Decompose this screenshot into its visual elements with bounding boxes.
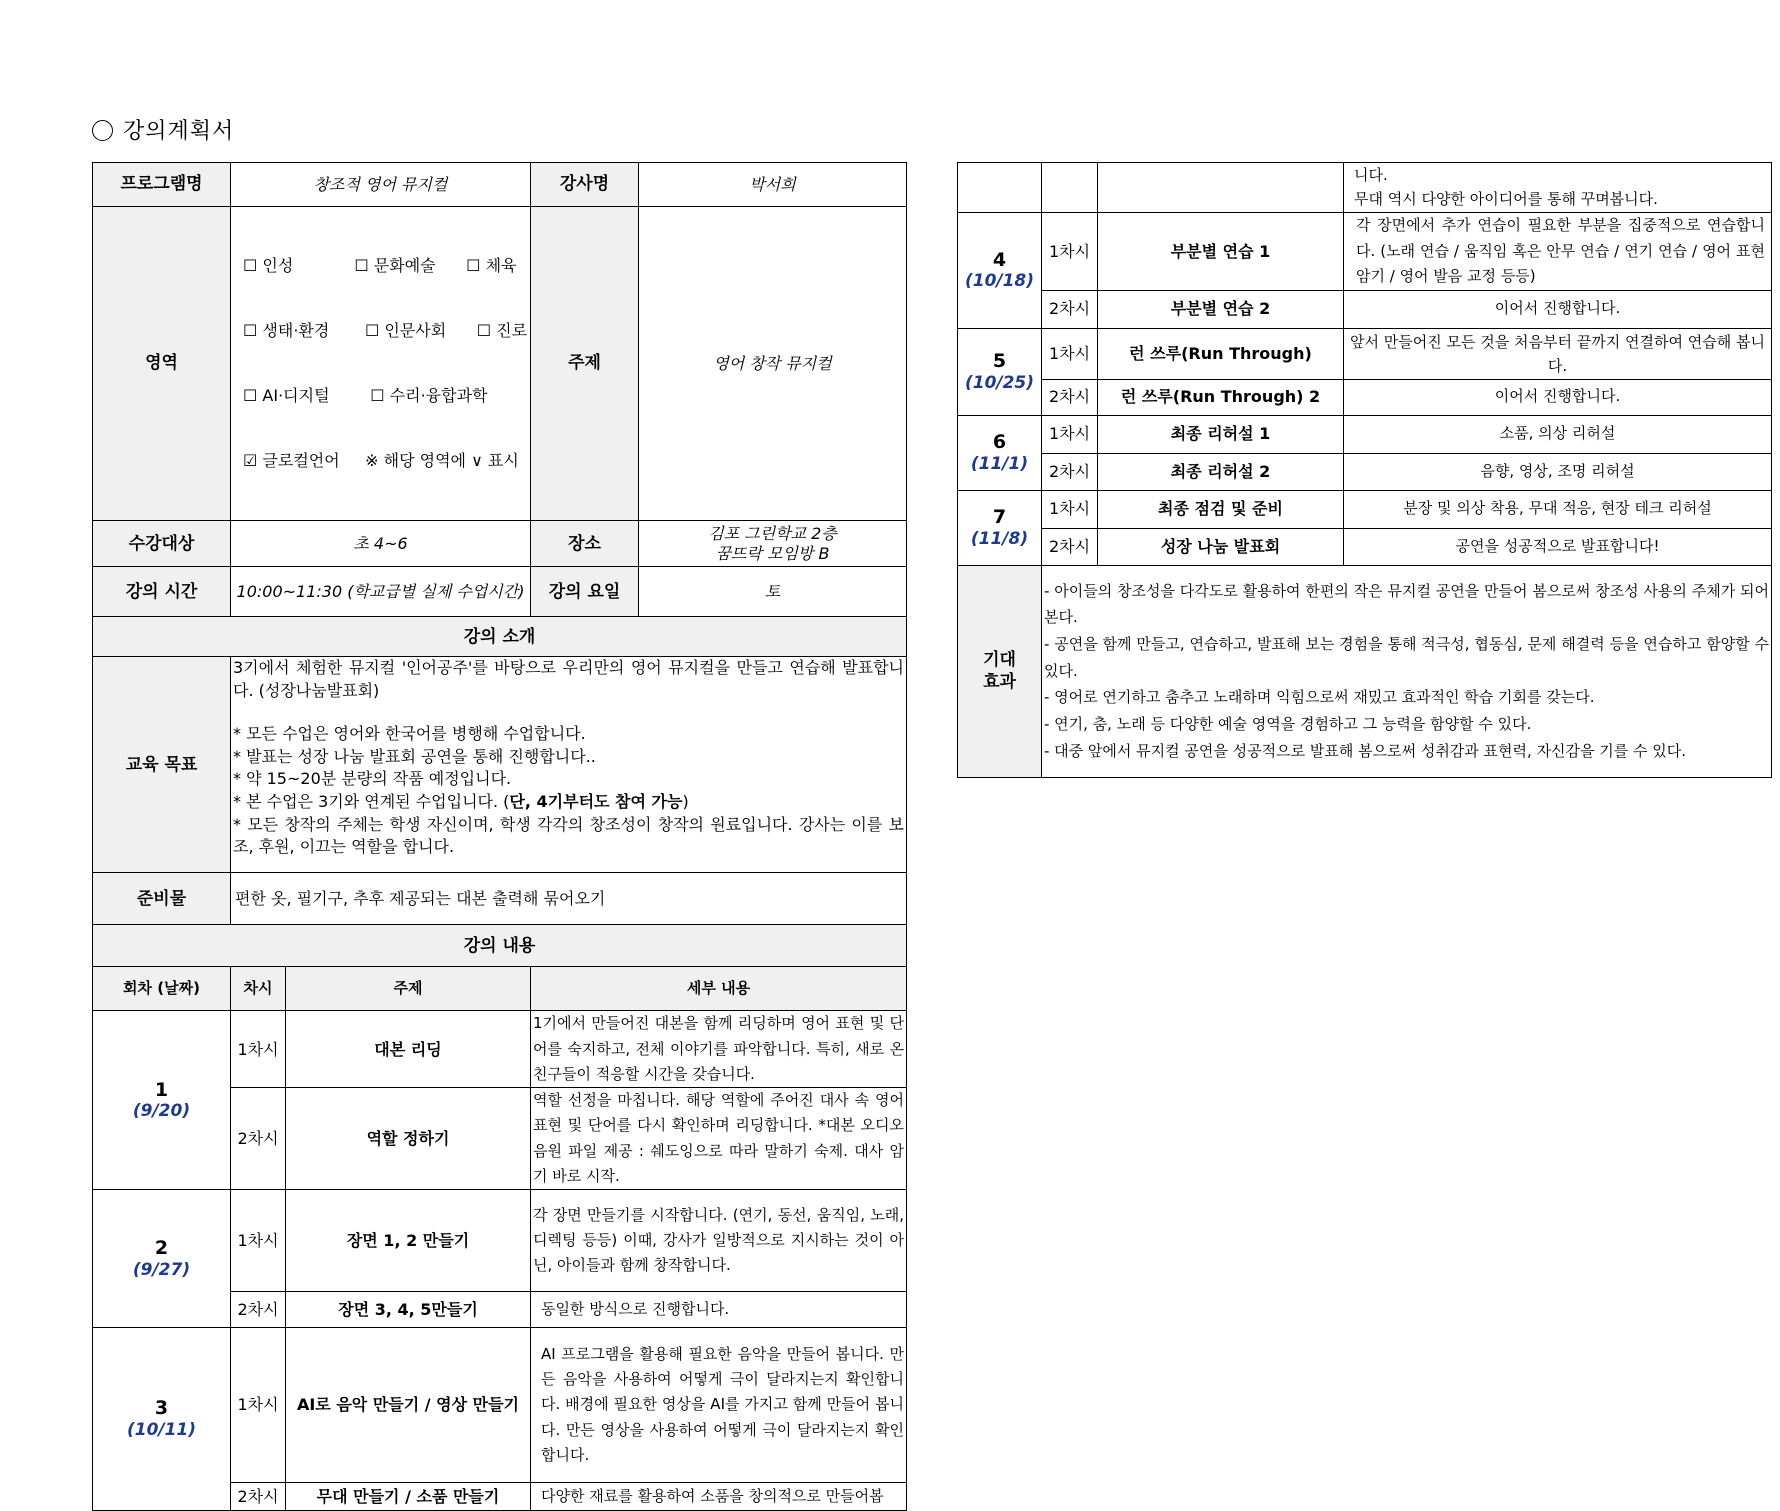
effect-item: - 연기, 춤, 노래 등 다양한 예술 영역을 경험하고 그 능력을 함양할 수 있다. xyxy=(1044,715,1532,734)
detail-cell: 소품, 의상 리허설 xyxy=(1344,415,1772,453)
topic-cell: AI로 음악 만들기 / 영상 만들기 xyxy=(286,1328,531,1483)
table-row xyxy=(958,415,1772,453)
detail-cell: 동일한 방식으로 진행합니다. xyxy=(531,1292,907,1328)
topic-cell: 장면 3, 4, 5만들기 xyxy=(286,1292,531,1328)
session-cell: 1차시 xyxy=(231,1011,286,1088)
instructor-value: 박서희 xyxy=(639,163,907,207)
session-cell: 2차시 xyxy=(1042,453,1098,490)
session-cell: 2차시 xyxy=(1042,290,1098,328)
detail-cell: 음향, 영상, 조명 리허설 xyxy=(1344,453,1772,490)
topic-cell: 최종 리허설 2 xyxy=(1098,453,1344,490)
topic-cell: 대본 리딩 xyxy=(286,1011,531,1088)
session-cell: 2차시 xyxy=(1042,528,1098,565)
goal-intro: 3기에서 체험한 뮤지컬 '인어공주'를 바탕으로 우리만의 영어 뮤지컬을 만들고 연습해 발표합니다. (성장나눔발표회) xyxy=(233,658,905,701)
goal-bullet-1: * 모든 수업은 영어와 한국어를 병행해 수업합니다. xyxy=(233,723,586,743)
table-row xyxy=(93,1328,907,1483)
goal-label: 교육 목표 xyxy=(93,657,231,873)
prep-label: 준비물 xyxy=(93,873,231,925)
detail-cell: 이어서 진행합니다. xyxy=(1344,290,1772,328)
area-row-4: ☑ 글로컬언어 ※ 해당 영역에 ∨ 표시 xyxy=(243,450,519,470)
effect-content xyxy=(1042,565,1772,777)
topic-cell: 런 쓰루(Run Through) xyxy=(1098,328,1344,379)
session-cell: 1차시 xyxy=(231,1190,286,1292)
table-row xyxy=(958,290,1772,328)
detail-cell: 앞서 만들어진 모든 것을 처음부터 끝까지 연결하여 연습해 봅니다. xyxy=(1344,328,1772,379)
round-cell: 7 (11/8) xyxy=(958,490,1042,565)
topic-cell: 역할 정하기 xyxy=(286,1088,531,1190)
table-row xyxy=(958,213,1772,291)
effect-label: 기대 효과 xyxy=(958,565,1042,777)
intro-section-title: 강의 소개 xyxy=(93,617,907,657)
lecture-plan-table-left xyxy=(92,162,907,1511)
time-value: 10:00~11:30 (학교급별 실제 수업시간) xyxy=(231,567,531,617)
table-row xyxy=(958,163,1772,213)
col-topic-header: 주제 xyxy=(286,967,531,1011)
goal-bullet-2: * 발표는 성장 나눔 발표회 공연을 통해 진행합니다.. xyxy=(233,746,596,766)
goal-bullet-3: * 약 15~20분 분량의 작품 예정입니다. xyxy=(233,769,512,789)
session-cell: 1차시 xyxy=(1042,213,1098,291)
detail-cell: 1기에서 만들어진 대본을 함께 리딩하며 영어 표현 및 단어를 숙지하고, 전체 이야기를 파악합니다. 특히, 새로 온 친구들이 적응할 시간을 갖습니다. xyxy=(531,1011,907,1088)
detail-cell: 다양한 재료를 활용하여 소품을 창의적으로 만들어봅 xyxy=(531,1483,907,1511)
day-value: 토 xyxy=(639,567,907,617)
session-cell: 1차시 xyxy=(231,1328,286,1483)
effect-item: - 아이들의 창조성을 다각도로 활용하여 한편의 작은 뮤지컬 공연을 만들어 봄으로써 창조성 사용의 주체가 되어 본다. xyxy=(1044,581,1769,627)
topic-cell: 최종 점검 및 준비 xyxy=(1098,490,1344,528)
topic-cell: 장면 1, 2 만들기 xyxy=(286,1190,531,1292)
detail-cell: 니다. 무대 역시 다양한 아이디어를 통해 꾸며봅니다. xyxy=(1344,163,1772,213)
place-value: 김포 그린학교 2층 꿈뜨락 모임방 B xyxy=(639,521,907,567)
session-cell: 2차시 xyxy=(231,1483,286,1511)
effect-item: - 공연을 함께 만들고, 연습하고, 발표해 보는 경험을 통해 적극성, 협동심, 문제 해결력 등을 연습하고 함양할 수 있다. xyxy=(1044,634,1769,680)
prep-value: 편한 옷, 필기구, 추후 제공되는 대본 출력해 묶어오기 xyxy=(231,873,907,925)
col-round-header: 회차 (날짜) xyxy=(93,967,231,1011)
session-cell: 2차시 xyxy=(231,1088,286,1190)
detail-cell: 이어서 진행합니다. xyxy=(1344,379,1772,415)
round-cell: 2 (9/27) xyxy=(93,1190,231,1328)
document-title: 강의계획서 xyxy=(92,114,234,145)
topic-value: 영어 창작 뮤지컬 xyxy=(639,207,907,521)
round-cell: 3 (10/11) xyxy=(93,1328,231,1511)
table-row xyxy=(958,528,1772,565)
program-value: 창조적 영어 뮤지컬 xyxy=(231,163,531,207)
topic-label: 주제 xyxy=(531,207,639,521)
circle-bullet-icon xyxy=(92,120,113,141)
table-row xyxy=(958,453,1772,490)
lecture-plan-table-right xyxy=(957,162,1772,778)
content-section-title: 강의 내용 xyxy=(93,925,907,967)
session-cell: 1차시 xyxy=(1042,490,1098,528)
table-row xyxy=(93,1011,907,1088)
detail-cell: 각 장면 만들기를 시작합니다. (연기, 동선, 움직임, 노래, 디렉팅 등등) 이때, 강사가 일방적으로 지시하는 것이 아닌, 아이들과 함께 창작합니다. xyxy=(531,1190,907,1292)
topic-cell: 성장 나눔 발표회 xyxy=(1098,528,1344,565)
table-row xyxy=(93,1190,907,1292)
effect-item: - 대중 앞에서 뮤지컬 공연을 성공적으로 발표해 봄으로써 성취감과 표현력, 자신감을 기를 수 있다. xyxy=(1044,741,1687,760)
topic-cell: 무대 만들기 / 소품 만들기 xyxy=(286,1483,531,1511)
session-cell: 1차시 xyxy=(1042,415,1098,453)
goal-bullet-4: * 본 수업은 3기와 연계된 수업입니다. (단, 4기부터도 참여 가능) xyxy=(233,792,689,812)
instructor-label: 강사명 xyxy=(531,163,639,207)
detail-cell: 각 장면에서 추가 연습이 필요한 부분을 집중적으로 연습합니다. (노래 연습 / 움직임 혹은 안무 연습 / 연기 연습 / 영어 표현 암기 / 영어 발음 교정 등등) xyxy=(1344,213,1772,291)
area-row-2: ☐ 생태·환경 ☐ 인문사회 ☐ 진로 xyxy=(243,321,528,341)
goal-bullet-5: * 모든 창작의 주체는 학생 자신이며, 학생 각각의 창조성이 창작의 원료입니다. 강사는 이를 보조, 후원, 이끄는 역할을 합니다. xyxy=(233,814,905,857)
topic-cell: 런 쓰루(Run Through) 2 xyxy=(1098,379,1344,415)
place-label: 장소 xyxy=(531,521,639,567)
target-label: 수강대상 xyxy=(93,521,231,567)
session-cell: 2차시 xyxy=(1042,379,1098,415)
round-cell: 6 (11/1) xyxy=(958,415,1042,490)
detail-cell: 역할 선정을 마칩니다. 해당 역할에 주어진 대사 속 영어 표현 및 단어를 다시 확인하며 리딩합니다. *대본 오디오 음원 파일 제공 : 쉐도잉으로 따라 말하기 숙제. 대사 암기 바로 시작. xyxy=(531,1088,907,1190)
area-row-3: ☐ AI·디지털 ☐ 수리·융합과학 xyxy=(243,385,488,405)
session-cell: 1차시 xyxy=(1042,328,1098,379)
day-label: 강의 요일 xyxy=(531,567,639,617)
target-value: 초 4~6 xyxy=(231,521,531,567)
area-label: 영역 xyxy=(93,207,231,521)
topic-cell: 최종 리허설 1 xyxy=(1098,415,1344,453)
effect-item: - 영어로 연기하고 춤추고 노래하며 익힘으로써 재밌고 효과적인 학습 기회를 갖는다. xyxy=(1044,688,1595,707)
area-row-1: ☐ 인성 ☐ 문화예술 ☐ 체육 xyxy=(243,256,517,276)
session-cell: 2차시 xyxy=(231,1292,286,1328)
time-label: 강의 시간 xyxy=(93,567,231,617)
table-row xyxy=(958,565,1772,777)
col-detail-header: 세부 내용 xyxy=(531,967,907,1011)
detail-cell: 분장 및 의상 착용, 무대 적응, 현장 테크 리허설 xyxy=(1344,490,1772,528)
topic-cell: 부분별 연습 2 xyxy=(1098,290,1344,328)
detail-cell: AI 프로그램을 활용해 필요한 음악을 만들어 봅니다. 만든 음악을 사용하여 어떻게 극이 달라지는지 확인합니다. 배경에 필요한 영상을 AI를 가지고 함께 만들어 봅니다. 만든 영상을 사용하여 어떻게 극이 달라지는지 확인합니다. xyxy=(531,1328,907,1483)
detail-cell: 공연을 성공적으로 발표합니다! xyxy=(1344,528,1772,565)
table-row xyxy=(958,490,1772,528)
round-cell: 4 (10/18) xyxy=(958,213,1042,329)
goal-content xyxy=(231,657,907,873)
round-cell: 1 (9/20) xyxy=(93,1011,231,1190)
program-label: 프로그램명 xyxy=(93,163,231,207)
table-row xyxy=(958,379,1772,415)
round-cell: 5 (10/25) xyxy=(958,328,1042,415)
col-session-header: 차시 xyxy=(231,967,286,1011)
topic-cell: 부분별 연습 1 xyxy=(1098,213,1344,291)
table-row xyxy=(958,328,1772,379)
area-checkboxes xyxy=(231,207,531,521)
